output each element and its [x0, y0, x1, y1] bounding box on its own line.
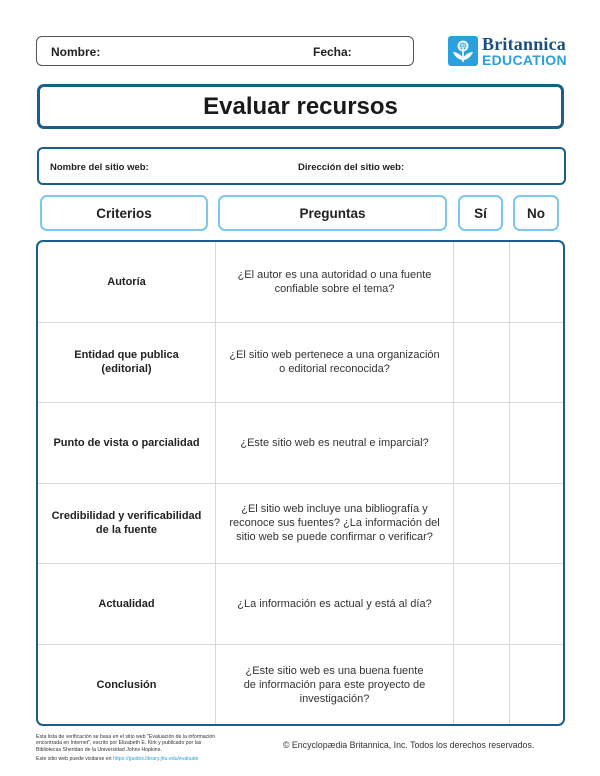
visit-line [36, 756, 276, 762]
criterion-cell: Autoría [107, 275, 146, 288]
column-header-yes: Sí [458, 195, 503, 231]
criterion-cell: Actualidad [98, 597, 155, 610]
britannica-education-logo [448, 36, 568, 68]
question-cell: ¿El autor es una autoridad o una fuente confiable sobre el tema? [215, 242, 453, 322]
page-title: Evaluar recursos [203, 92, 398, 120]
criterion-cell: Conclusión [96, 678, 157, 691]
logo-wordmark: Britannica [482, 34, 567, 54]
date-label: Fecha: [313, 45, 352, 59]
website-name-label: Nombre del sitio web: [50, 162, 149, 173]
copyright-text: © Encyclopædia Britannica, Inc. Todos los derechos reservados. [283, 740, 535, 750]
yes-checkbox-cell[interactable] [453, 484, 509, 564]
name-date-box [36, 36, 414, 66]
yes-checkbox-cell[interactable] [453, 645, 509, 726]
question-cell: ¿Este sitio web es una buena fuente de información para este proyecto de investigación? [215, 645, 453, 726]
no-checkbox-cell[interactable] [509, 564, 565, 644]
question-cell: ¿Este sitio web es neutral e imparcial? [215, 403, 453, 483]
website-info-box [37, 147, 566, 185]
yes-checkbox-cell[interactable] [453, 564, 509, 644]
no-checkbox-cell[interactable] [509, 242, 565, 322]
criterion-cell: Entidad que publica (editorial) [74, 349, 179, 376]
visit-prefix: Este sitio web puede visitarse en [36, 756, 113, 763]
table-row [38, 323, 563, 404]
title-box [37, 84, 564, 129]
table-row [38, 403, 563, 484]
source-note [36, 734, 276, 763]
question-cell: ¿La información es actual y está al día? [215, 564, 453, 644]
yes-checkbox-cell[interactable] [453, 403, 509, 483]
column-header-no: No [513, 195, 559, 231]
no-checkbox-cell[interactable] [509, 484, 565, 564]
yes-checkbox-cell[interactable] [453, 242, 509, 322]
no-checkbox-cell[interactable] [509, 645, 565, 726]
yes-checkbox-cell[interactable] [453, 323, 509, 403]
table-row [38, 564, 563, 645]
column-header-questions: Preguntas [218, 195, 447, 231]
criterion-cell: Punto de vista o parcialidad [53, 436, 200, 449]
source-link[interactable]: https://guides.library.jhu.edu/evaluate [113, 756, 199, 763]
question-cell: ¿El sitio web incluye una bibliografía y reconoce sus fuentes? ¿La información del sitio web se puede confirmar o verificar? [215, 484, 453, 564]
table-row [38, 484, 563, 565]
no-checkbox-cell[interactable] [509, 323, 565, 403]
no-checkbox-cell[interactable] [509, 403, 565, 483]
column-header-criteria: Criterios [40, 195, 208, 231]
name-label: Nombre: [51, 45, 101, 59]
table-row [38, 242, 563, 323]
question-cell: ¿El sitio web pertenece a una organización o editorial reconocida? [215, 323, 453, 403]
website-address-label: Dirección del sitio web: [298, 162, 405, 173]
criterion-cell: Credibilidad y verificabilidad de la fuente [51, 510, 202, 537]
logo-subtitle: EDUCATION [482, 52, 567, 68]
source-note-text: Esta lista de verificación se basa en el sitio web "Evaluación de la información encontrada en Internet", escrito por Elizabeth E. Kirk y publicado por las Bibliotecas Sheridan de la Universidad Johns Hopkins. [36, 734, 216, 753]
britannica-thistle-icon [448, 36, 478, 66]
evaluation-table [36, 240, 565, 726]
table-row [38, 645, 563, 726]
